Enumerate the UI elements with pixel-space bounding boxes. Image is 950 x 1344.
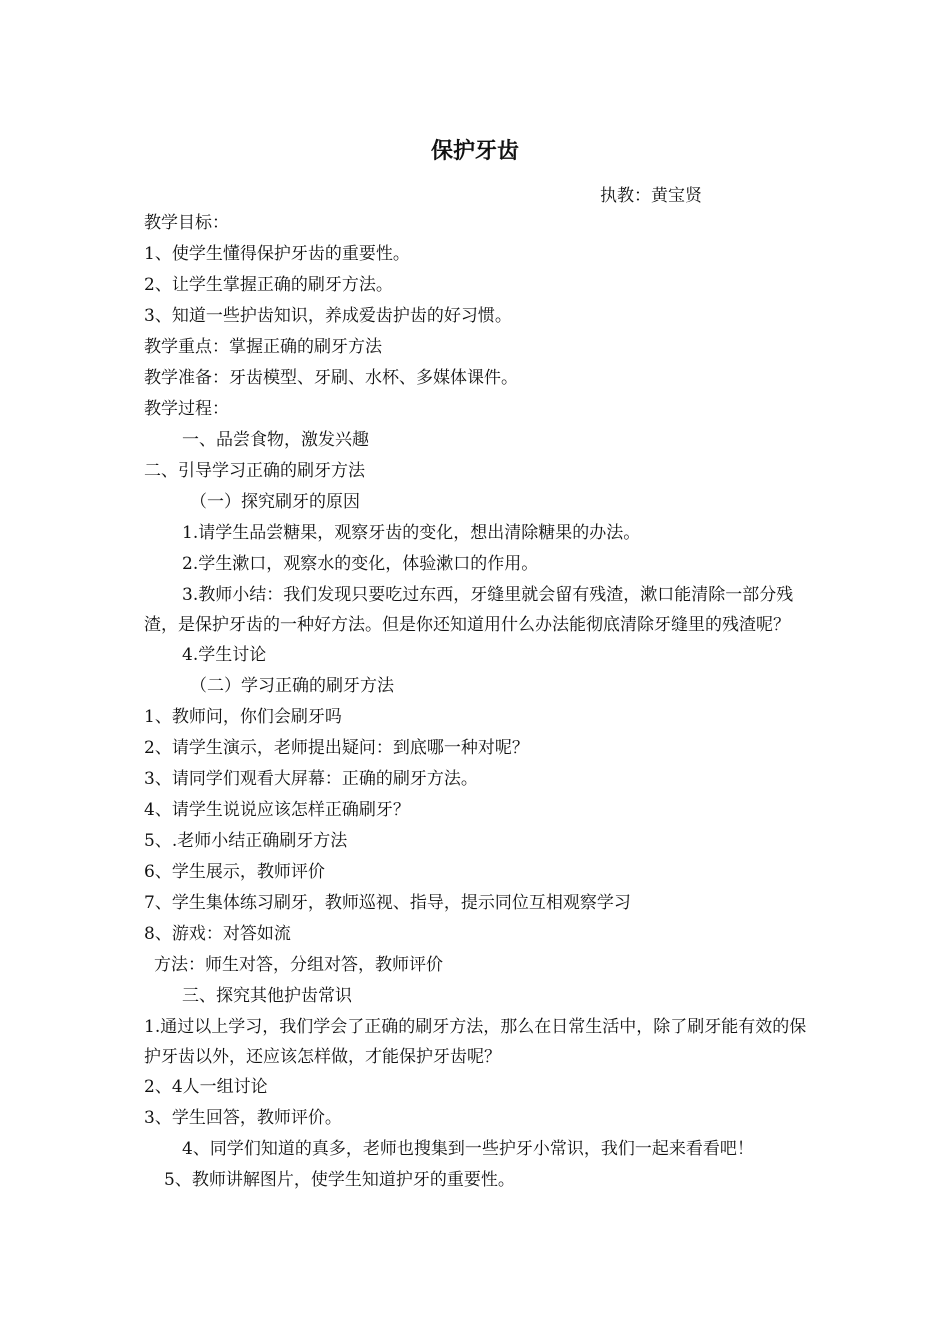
list-item: 2.学生漱口，观察水的变化，体验漱口的作用。 bbox=[182, 554, 539, 574]
list-item: 3、请同学们观看大屏幕：正确的刷牙方法。 bbox=[144, 769, 478, 789]
list-item: 8、游戏：对答如流 bbox=[144, 924, 291, 944]
process-step-heading: 一、品尝食物，激发兴趣 bbox=[182, 430, 369, 450]
list-item-paragraph: 1.通过以上学习，我们学会了正确的刷牙方法，那么在日常生活中，除了刷牙能有效的保护牙齿以外，还应该怎样做，才能保护牙齿呢？ bbox=[144, 1017, 807, 1067]
document-title: 保护牙齿 bbox=[430, 139, 519, 164]
list-item: 5、.老师小结正确刷牙方法 bbox=[144, 831, 348, 851]
list-item: 1、教师问，你们会刷牙吗 bbox=[144, 707, 342, 727]
key-point-line: 教学重点：掌握正确的刷牙方法 bbox=[144, 337, 382, 357]
list-item: 7、学生集体练习刷牙，教师巡视、指导，提示同位互相观察学习 bbox=[144, 893, 631, 913]
list-item: 4.学生讨论 bbox=[182, 645, 267, 665]
objective-item: 2、让学生掌握正确的刷牙方法。 bbox=[144, 275, 393, 295]
process-step-heading: 二、引导学习正确的刷牙方法 bbox=[144, 461, 365, 481]
list-item: 6、学生展示，教师评价 bbox=[144, 862, 325, 882]
list-item: 2、4人一组讨论 bbox=[144, 1077, 268, 1097]
list-item-paragraph: 3.教师小结：我们发现只要吃过东西，牙缝里就会留有残渣，漱口能清除一部分残渣，是保护牙齿的一种好方法。但是你还知道用什么办法能彻底清除牙缝里的残渣呢？ bbox=[144, 585, 794, 635]
objective-item: 1、使学生懂得保护牙齿的重要性。 bbox=[144, 244, 410, 264]
sub-heading: （一）探究刷牙的原因 bbox=[190, 492, 360, 512]
document-body bbox=[144, 208, 812, 1196]
section-heading-objectives: 教学目标： bbox=[144, 213, 229, 233]
sub-heading: （二）学习正确的刷牙方法 bbox=[190, 676, 394, 696]
teacher-name: 执教：黄宝贤 bbox=[600, 186, 702, 206]
list-item: 1.请学生品尝糖果，观察牙齿的变化，想出清除糖果的办法。 bbox=[182, 523, 641, 543]
list-item: 3、学生回答，教师评价。 bbox=[144, 1108, 342, 1128]
method-line: 方法：师生对答，分组对答，教师评价 bbox=[154, 955, 443, 975]
section-heading-process: 教学过程： bbox=[144, 399, 229, 419]
preparation-line: 教学准备：牙齿模型、牙刷、水杯、多媒体课件。 bbox=[144, 368, 518, 388]
list-item: 4、同学们知道的真多，老师也搜集到一些护牙小常识，我们一起来看看吧！ bbox=[182, 1139, 754, 1159]
list-item: 5、教师讲解图片，使学生知道护牙的重要性。 bbox=[164, 1170, 515, 1190]
objective-item: 3、知道一些护齿知识，养成爱齿护齿的好习惯。 bbox=[144, 306, 512, 326]
list-item: 2、请学生演示，老师提出疑问：到底哪一种对呢？ bbox=[144, 738, 529, 758]
process-step-heading: 三、探究其他护齿常识 bbox=[182, 986, 352, 1006]
list-item: 4、请学生说说应该怎样正确刷牙？ bbox=[144, 800, 410, 820]
